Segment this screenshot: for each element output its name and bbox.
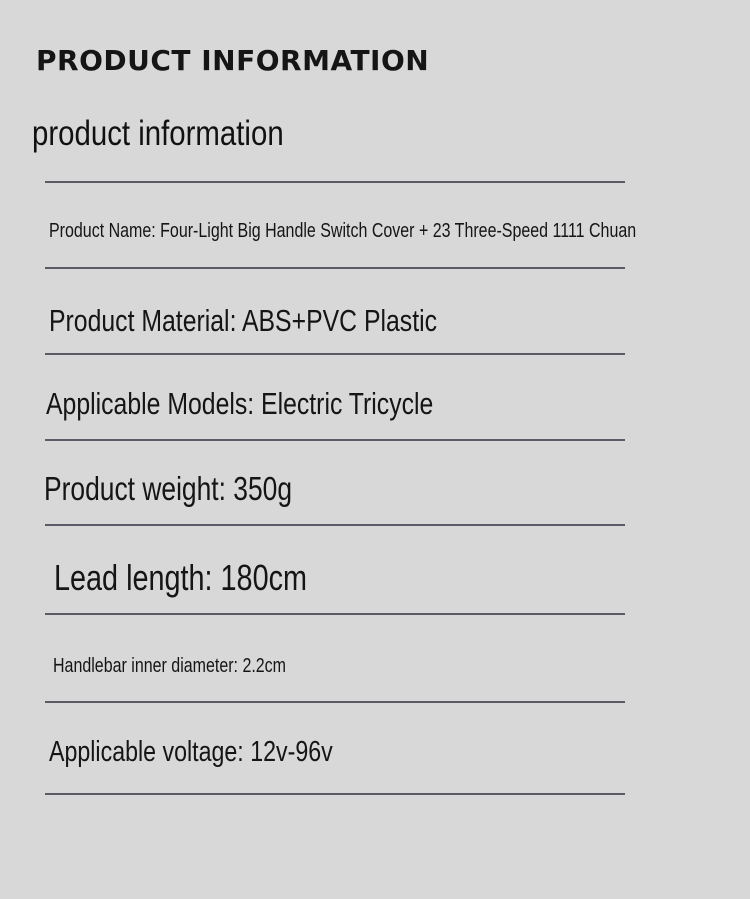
divider [45, 353, 625, 355]
divider [45, 439, 625, 441]
divider [45, 267, 625, 269]
divider [45, 613, 625, 615]
divider [45, 524, 625, 526]
spec-voltage: Applicable voltage: 12v-96v [49, 736, 333, 768]
spec-material: Product Material: ABS+PVC Plastic [49, 303, 438, 338]
divider [45, 793, 625, 795]
divider [45, 701, 625, 703]
spec-weight: Product weight: 350g [44, 470, 293, 507]
spec-product-name: Product Name: Four-Light Big Handle Switch Cover + 23 Three-Speed 1111 Chuan [49, 220, 637, 242]
page-title: PRODUCT INFORMATION [36, 44, 430, 77]
spec-applicable-models: Applicable Models: Electric Tricycle [46, 386, 434, 421]
divider [45, 181, 625, 183]
section-subtitle: product information [32, 114, 284, 153]
spec-lead-length: Lead length: 180cm [54, 557, 307, 598]
spec-inner-diameter: Handlebar inner diameter: 2.2cm [53, 655, 287, 677]
